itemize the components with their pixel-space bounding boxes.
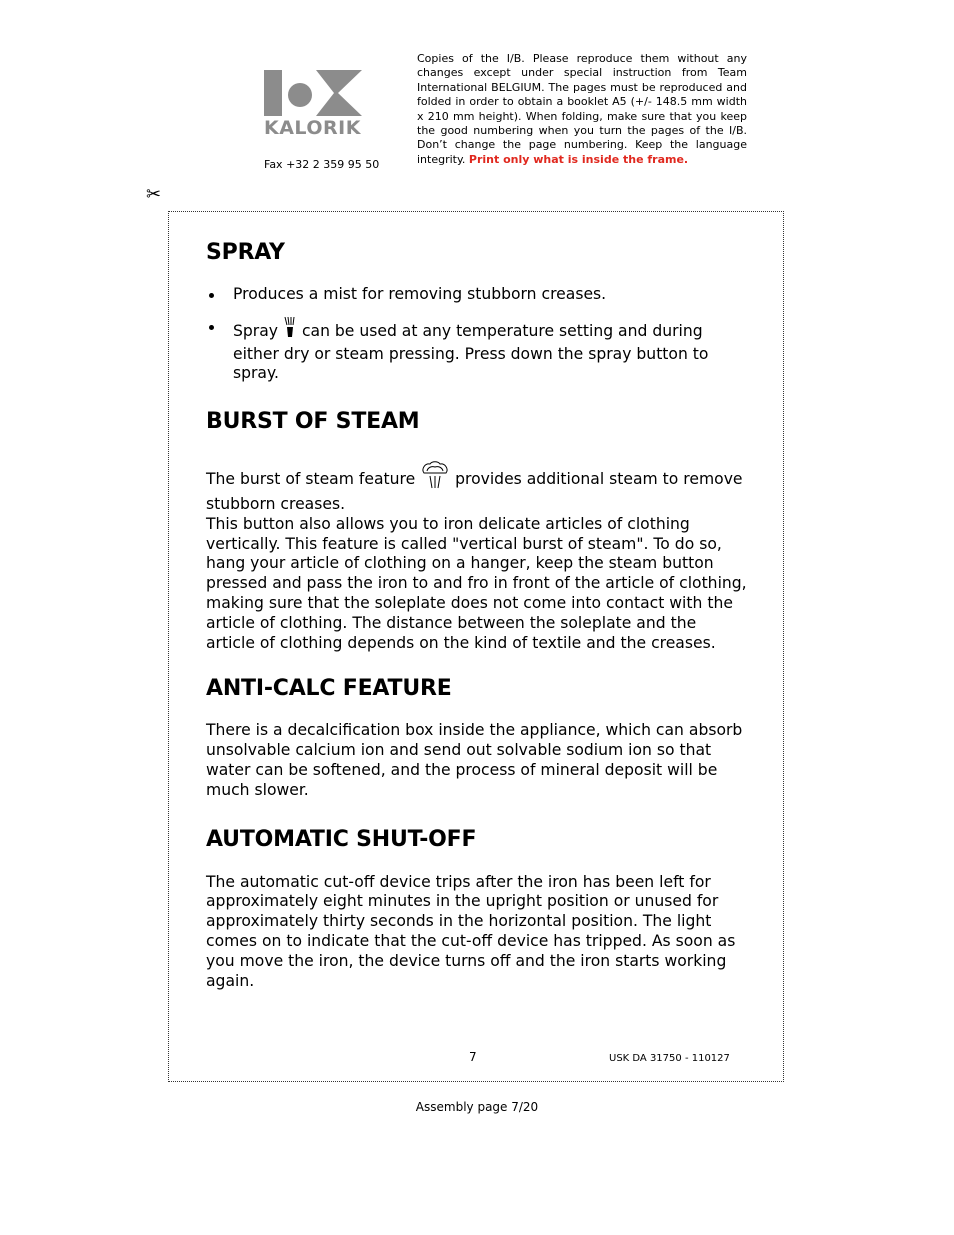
spray-bullet-2 bbox=[206, 317, 750, 384]
steam-burst-icon bbox=[420, 461, 450, 495]
document-code: USK DA 31750 - 110127 bbox=[609, 1053, 730, 1064]
fax-number: Fax +32 2 359 95 50 bbox=[264, 158, 380, 171]
reproduction-note-text: Copies of the I/B. Please reproduce them without any changes except under special instruction from Team International BELGIUM. The pages must be reproduced and folded in order to obtain a booklet A5 (+/- 148.5 mm width x 210 mm height). When folding, make sure that you keep the good numbering when you turn the pages of the I/B. Don’t change the page numbering. Keep the language integrity. bbox=[417, 52, 747, 166]
page-number: 7 bbox=[469, 1050, 477, 1064]
anticalc-para: There is a decalcification box inside the appliance, which can absorb unsolvable calcium ion and send out solvable sodium ion so that water can be softened, and the process of mineral deposit will be much slower. bbox=[206, 721, 743, 799]
anticalc-heading: ANTI-CALC FEATURE bbox=[206, 676, 452, 702]
burst-para-1 bbox=[206, 461, 750, 515]
spray-list bbox=[206, 285, 750, 384]
shutoff-heading: AUTOMATIC SHUT-OFF bbox=[206, 826, 477, 852]
burst-para-1-text-a: The burst of steam feature bbox=[206, 470, 416, 489]
kalorik-logo bbox=[264, 70, 368, 138]
burst-para-1-text-b: provides additional steam to remove stubborn creases. bbox=[206, 470, 743, 513]
spray-heading: SPRAY bbox=[206, 240, 285, 265]
manual-content bbox=[206, 238, 750, 991]
reproduction-note bbox=[417, 52, 747, 167]
scissors-icon: ✂ bbox=[146, 184, 162, 205]
kalorik-logo-mark bbox=[264, 70, 368, 138]
spray-bullet-2-text-b: can be used at any temperature setting and during either dry or steam pressing. Press down the spray button to spray. bbox=[233, 321, 709, 383]
spray-bullet-2-text-a: Spray bbox=[233, 321, 278, 340]
shutoff-para: The automatic cut-off device trips after the iron has been left for approximately eight minutes in the upright position or unused for approximately thirty seconds in the horizontal position. The light comes on to indicate that the cut-off device has tripped. As soon as you move the iron, the device turns off and the iron starts working again. bbox=[206, 872, 736, 990]
assembly-page-label: Assembly page 7/20 bbox=[415, 1100, 539, 1114]
spray-bullet-1-text: Produces a mist for removing stubborn creases. bbox=[233, 285, 607, 303]
spray-icon bbox=[283, 317, 297, 345]
spray-bullet-1 bbox=[206, 285, 750, 305]
logo-wordmark: KALORIK bbox=[264, 117, 361, 138]
burst-para-2: This button also allows you to iron delicate articles of clothing vertically. This feature is called "vertical burst of steam". To do so, hang your article of clothing on a hanger, keep the steam button pressed and pass the iron to and fro in front of the article of clothing, making sure that the soleplate does not come into contact with the article of clothing. The distance between the soleplate and the article of clothing depends on the kind of textile and the creases. bbox=[206, 514, 747, 652]
burst-heading: BURST OF STEAM bbox=[206, 409, 420, 435]
print-frame-emphasis: Print only what is inside the frame. bbox=[468, 152, 689, 166]
